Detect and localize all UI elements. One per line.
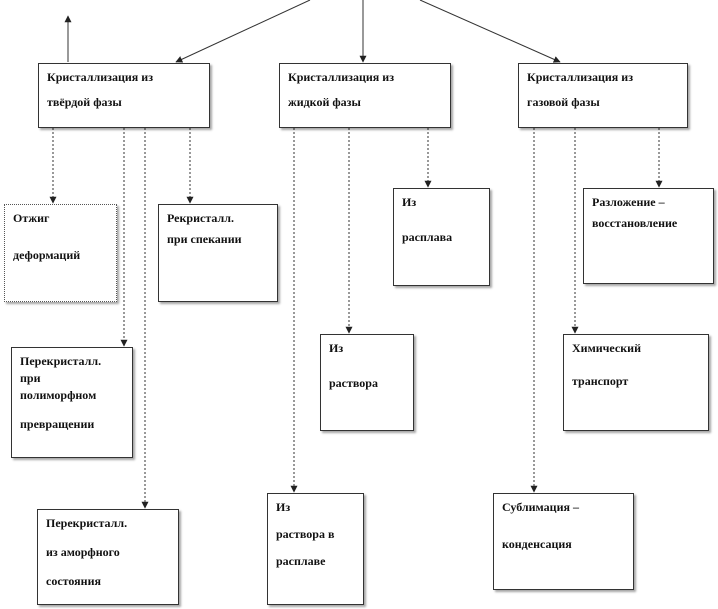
box-annealing xyxy=(4,204,117,302)
box-liquid-phase-line1: Кристаллизация из xyxy=(288,70,395,84)
box-recryst-sinter xyxy=(158,204,278,302)
polymorph-line4: превращении xyxy=(20,417,95,431)
box-liquid-phase xyxy=(279,63,451,128)
sublimation-line1: Сублимация – xyxy=(502,500,579,514)
box-gas-phase-line2: газовой фазы xyxy=(527,95,600,109)
from-melt-line1: Из xyxy=(402,195,417,209)
polymorph-line3: полиморфном xyxy=(20,388,97,402)
box-solution-in-melt xyxy=(267,493,364,605)
annealing-line2: деформаций xyxy=(13,248,81,262)
arrow-root-to-solid xyxy=(176,0,310,62)
arrow-root-to-gas xyxy=(420,0,560,62)
box-decomposition xyxy=(583,188,714,284)
box-amorphous xyxy=(37,509,179,605)
sublimation-line2: конденсация xyxy=(502,537,572,551)
from-solution-line2: раствора xyxy=(329,376,378,390)
polymorph-line1: Перекристалл. xyxy=(20,354,102,368)
chem-transport-line1: Химический xyxy=(572,341,641,355)
amorphous-line2: из аморфного xyxy=(46,545,120,559)
annealing-line1: Отжиг xyxy=(13,211,50,225)
box-from-solution xyxy=(320,334,414,431)
recryst-sinter-line1: Рекристалл. xyxy=(167,211,234,225)
box-liquid-phase-line2: жидкой фазы xyxy=(288,95,361,109)
solution-in-melt-line2: раствора в xyxy=(276,527,335,541)
amorphous-line3: состояния xyxy=(46,574,101,588)
box-from-melt xyxy=(393,188,490,286)
box-solid-phase xyxy=(38,63,210,128)
decomposition-line2: восстановление xyxy=(592,216,678,230)
box-solid-phase-line1: Кристаллизация из xyxy=(47,70,154,84)
decomposition-line1: Разложение – xyxy=(592,195,665,209)
solution-in-melt-line1: Из xyxy=(276,500,291,514)
from-solution-line1: Из xyxy=(329,341,344,355)
chem-transport-line2: транспорт xyxy=(572,374,629,388)
box-gas-phase xyxy=(518,63,688,128)
recryst-sinter-line2: при спекании xyxy=(167,232,242,246)
amorphous-line1: Перекристалл. xyxy=(46,516,128,530)
box-polymorph xyxy=(11,347,133,458)
from-melt-line2: расплава xyxy=(402,230,453,244)
solution-in-melt-line3: расплаве xyxy=(276,554,326,568)
box-sublimation xyxy=(493,493,634,590)
polymorph-line2: при xyxy=(20,371,41,385)
box-chem-transport xyxy=(563,334,709,431)
box-solid-phase-line2: твёрдой фазы xyxy=(47,95,122,109)
box-gas-phase-line1: Кристаллизация из xyxy=(527,70,634,84)
